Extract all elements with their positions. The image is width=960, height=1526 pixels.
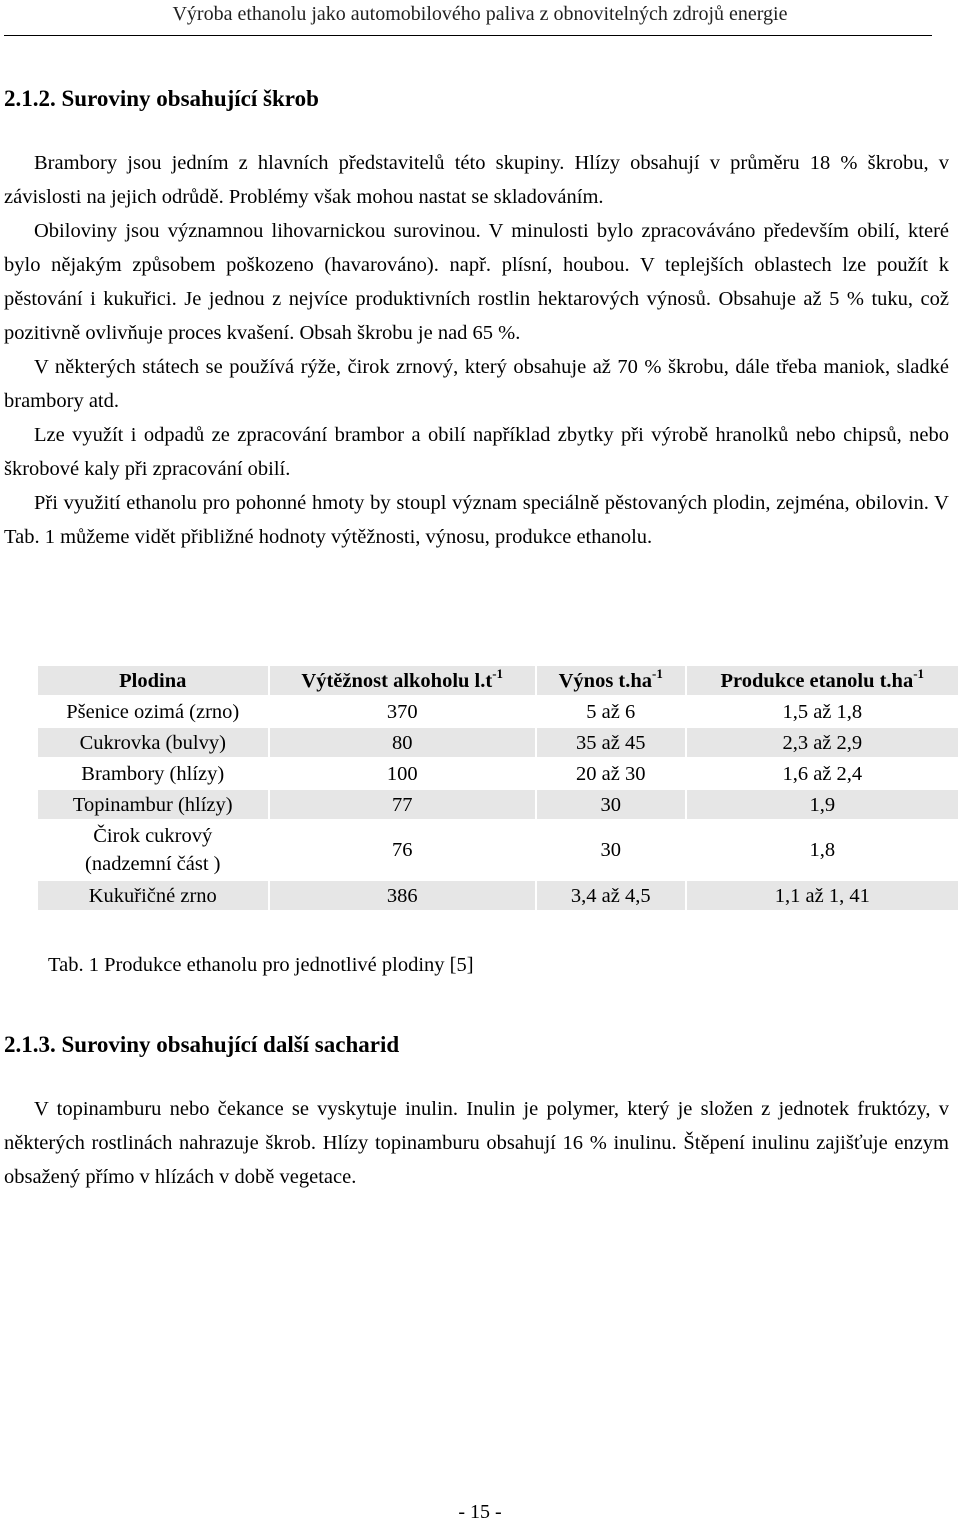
column-header-alcohol-yield: Výtěžnost alkoholu $l.t^{-1}$ (270, 666, 535, 695)
cell-crop: Brambory (hlízy) (38, 759, 268, 788)
cell-production: 1,1 až 1, 41 (687, 881, 958, 910)
cell-harvest: 5 až 6 (537, 697, 685, 726)
column-header-ethanol-production: Produkce etanolu $t.ha^{-1}$ (687, 666, 958, 695)
table-row (38, 790, 958, 819)
paragraph: Při využití ethanolu pro pohonné hmoty by stoupl význam speciálně pěstovaných plodin, zejména, obilovin. V Tab. 1 můžeme vidět přibližné hodnoty výtěžnosti, výnosu, produkce ethanolu. (4, 492, 949, 548)
cell-crop: Topinambur (hlízy) (38, 790, 268, 819)
cell-production: 1,8 (687, 821, 958, 879)
table-row (38, 759, 958, 788)
ethanol-production-table (36, 664, 960, 912)
cell-alcohol-yield: 80 (270, 728, 535, 757)
cell-alcohol-yield: 100 (270, 759, 535, 788)
section-heading-2-1-2: 2.1.2. Suroviny obsahující škrob (4, 86, 319, 111)
page-number: - 15 - (458, 1501, 502, 1523)
cell-harvest: 35 až 45 (537, 728, 685, 757)
paragraph: V topinamburu nebo čekance se vyskytuje inulin. Inulin je polymer, který je složen z jednotek fruktózy, v některých rostlinách nahrazuje škrob. Hlízy topinamburu obsahují 16 % inulinu. Štěpení inulinu zajišťuje enzym obsažený přímo v hlízách v době vegetace. (4, 1098, 949, 1188)
paragraph: Brambory jsou jedním z hlavních představitelů této skupiny. Hlízy obsahují v průměru 18 % škrobu, v závislosti na jejich odrůdě. Problémy však mohou nastat se skladováním. (4, 152, 949, 208)
cell-production: 1,5 až 1,8 (687, 697, 958, 726)
cell-alcohol-yield: 76 (270, 821, 535, 879)
column-header-crop: Plodina (38, 666, 268, 695)
column-header-harvest: Výnos $t.ha^{-1}$ (537, 666, 685, 695)
paragraph: V některých státech se používá rýže, čirok zrnový, který obsahuje až 70 % škrobu, dále třeba maniok, sladké brambory atd. (4, 356, 949, 412)
paragraph: Obiloviny jsou významnou lihovarnickou surovinou. V minulosti bylo zpracováváno především obilí, které bylo nějakým způsobem poškozeno (havarováno). např. plísní, houbou. V teplejších oblastech lze použít k pěstování i kukuřici. Je jednou z nejvíce produktivních rostlin hektarových výnosů. Obsahuje až 5 % tuku, což pozitivně ovlivňuje proces kvašení. Obsah škrobu je nad 65 %. (4, 220, 949, 344)
table-caption: Tab. 1 Produkce ethanolu pro jednotlivé plodiny [5] (48, 954, 474, 976)
table-row (38, 697, 958, 726)
cell-production: 1,9 (687, 790, 958, 819)
cell-crop: Cukrovka (bulvy) (38, 728, 268, 757)
cell-crop: Pšenice ozimá (zrno) (38, 697, 268, 726)
cell-harvest: 30 (537, 821, 685, 879)
table-row (38, 881, 958, 910)
cell-alcohol-yield: 386 (270, 881, 535, 910)
cell-harvest: 30 (537, 790, 685, 819)
cell-crop: Čirok cukrový (nadzemní část ) (38, 821, 268, 879)
section-2-1-3-body (4, 1092, 949, 1194)
section-heading-2-1-3: 2.1.3. Suroviny obsahující další sacharid (4, 1032, 400, 1057)
header-divider (4, 35, 932, 36)
cell-alcohol-yield: 77 (270, 790, 535, 819)
running-header: Výroba ethanolu jako automobilového paliva z obnovitelných zdrojů energie (172, 3, 788, 25)
table-row (38, 728, 958, 757)
cell-harvest: 3,4 až 4,5 (537, 881, 685, 910)
paragraph: Lze využít i odpadů ze zpracování brambor a obilí například zbytky při výrobě hranolků nebo chipsů, nebo škrobové kaly při zpracování obilí. (4, 424, 949, 480)
cell-production: 1,6 až 2,4 (687, 759, 958, 788)
cell-alcohol-yield: 370 (270, 697, 535, 726)
table-row (38, 821, 958, 879)
cell-harvest: 20 až 30 (537, 759, 685, 788)
cell-production: 2,3 až 2,9 (687, 728, 958, 757)
section-2-1-2-body (4, 146, 949, 554)
table-header-row (38, 666, 958, 695)
cell-crop: Kukuřičné zrno (38, 881, 268, 910)
